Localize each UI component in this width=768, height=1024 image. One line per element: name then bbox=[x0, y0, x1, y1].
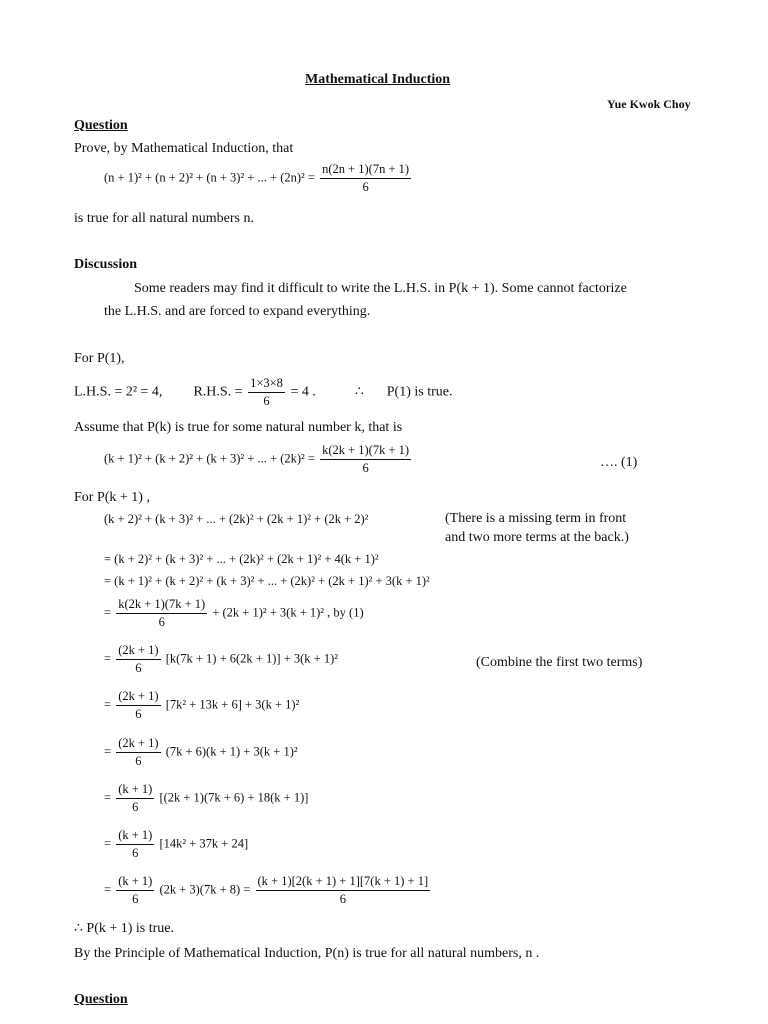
p1-lhs: L.H.S. = 2² = 4, bbox=[74, 384, 163, 400]
assume-formula-fraction bbox=[320, 443, 411, 476]
equals-sign: = bbox=[104, 882, 112, 897]
step-7-denominator: 6 bbox=[135, 754, 142, 768]
step-10-middle: (2k + 3)(7k + 8) = bbox=[159, 882, 251, 897]
step-8 bbox=[104, 782, 308, 815]
document-title: Mathematical Induction bbox=[305, 72, 451, 87]
equals-sign: = bbox=[104, 605, 112, 620]
p1-rhs-label: R.H.S. = bbox=[193, 384, 243, 400]
step-10-fraction bbox=[116, 874, 154, 907]
main-formula-numerator: n(2n + 1)(7n + 1) bbox=[320, 162, 411, 179]
true-statement: is true for all natural numbers n. bbox=[74, 211, 255, 226]
note-combine: (Combine the first two terms) bbox=[476, 655, 643, 670]
step-6-denominator: 6 bbox=[135, 707, 142, 721]
step-5-rest: [k(7k + 1) + 6(2k + 1)] + 3(k + 1)² bbox=[165, 651, 338, 666]
step-4-numerator: k(2k + 1)(7k + 1) bbox=[116, 597, 207, 614]
assume-statement: Assume that P(k) is true for some natural number k, that is bbox=[74, 420, 403, 435]
step-10-denominator: 6 bbox=[132, 892, 139, 906]
pk1-conclusion: ∴ P(k + 1) is true. bbox=[74, 921, 175, 936]
step-9-denominator: 6 bbox=[132, 846, 139, 860]
main-formula-lhs: (n + 1)² + (n + 2)² + (n + 3)² + ... + (2n)² = bbox=[104, 170, 315, 185]
step-8-denominator: 6 bbox=[132, 800, 139, 814]
author-name: Yue Kwok Choy bbox=[607, 97, 691, 111]
step-7-fraction bbox=[116, 736, 160, 769]
equals-sign: = bbox=[104, 651, 112, 666]
step-7 bbox=[104, 736, 298, 769]
step-4 bbox=[104, 597, 364, 630]
step-7-rest: (7k + 6)(k + 1) + 3(k + 1)² bbox=[165, 744, 298, 759]
step-6-rest: [7k² + 13k + 6] + 3(k + 1)² bbox=[165, 697, 300, 712]
note-more-terms: and two more terms at the back.) bbox=[445, 530, 629, 545]
step-6-fraction bbox=[116, 689, 160, 722]
for-p1-label: For P(1), bbox=[74, 351, 125, 366]
step-9 bbox=[104, 828, 248, 861]
equals-sign: = bbox=[104, 836, 112, 851]
discussion-text-1: Some readers may find it difficult to write the L.H.S. in P(k + 1). Some cannot factorize bbox=[134, 281, 627, 296]
step-8-fraction bbox=[116, 782, 154, 815]
step-10-final-denominator: 6 bbox=[339, 892, 346, 906]
discussion-text-2: the L.H.S. and are forced to expand everything. bbox=[104, 304, 371, 319]
prove-statement: Prove, by Mathematical Induction, that bbox=[74, 141, 294, 156]
p1-rhs-numerator: 1×3×8 bbox=[248, 376, 285, 393]
therefore-symbol: ∴ bbox=[354, 384, 364, 400]
step-10 bbox=[104, 874, 432, 907]
step-5-numerator: (2k + 1) bbox=[116, 643, 160, 660]
main-formula-denominator: 6 bbox=[362, 180, 369, 194]
p1-conclusion: P(1) is true. bbox=[386, 384, 453, 400]
question-heading: Question bbox=[74, 118, 128, 133]
step-8-rest: [(2k + 1)(7k + 6) + 18(k + 1)] bbox=[159, 790, 309, 805]
assume-formula-lhs: (k + 1)² + (k + 2)² + (k + 3)² + ... + (2k)² = bbox=[104, 451, 315, 466]
step-8-numerator: (k + 1) bbox=[116, 782, 154, 799]
p1-line bbox=[74, 376, 452, 409]
step-4-denominator: 6 bbox=[158, 615, 165, 629]
principle-statement: By the Principle of Mathematical Induction, P(n) is true for all natural numbers, n . bbox=[74, 946, 540, 961]
equals-sign: = bbox=[104, 697, 112, 712]
p1-rhs-value: = 4 . bbox=[290, 384, 316, 400]
step-7-numerator: (2k + 1) bbox=[116, 736, 160, 753]
step-5-fraction bbox=[116, 643, 160, 676]
step-9-numerator: (k + 1) bbox=[116, 828, 154, 845]
step-9-fraction bbox=[116, 828, 154, 861]
question-heading-2: Question bbox=[74, 992, 128, 1007]
step-9-rest: [14k² + 37k + 24] bbox=[159, 836, 249, 851]
step-10-final-numerator: (k + 1)[2(k + 1) + 1][7(k + 1) + 1] bbox=[256, 874, 431, 891]
discussion-heading: Discussion bbox=[74, 257, 138, 272]
step-6 bbox=[104, 689, 299, 722]
step-10-final-fraction bbox=[256, 874, 431, 907]
step-5 bbox=[104, 643, 338, 676]
step-4-fraction bbox=[116, 597, 207, 630]
for-pk1-label: For P(k + 1) , bbox=[74, 490, 150, 505]
step-6-numerator: (2k + 1) bbox=[116, 689, 160, 706]
equals-sign: = bbox=[104, 744, 112, 759]
step-5-denominator: 6 bbox=[135, 661, 142, 675]
equation-tag-1: …. (1) bbox=[600, 455, 638, 470]
assume-formula-denominator: 6 bbox=[362, 461, 369, 475]
assume-formula bbox=[104, 443, 413, 476]
equals-sign: = bbox=[104, 790, 112, 805]
step-1: (k + 2)² + (k + 3)² + ... + (2k)² + (2k + 1)² + (2k + 2)² bbox=[104, 512, 369, 526]
step-3: = (k + 1)² + (k + 2)² + (k + 3)² + ... + (2k)² + (2k + 1)² + 3(k + 1)² bbox=[104, 574, 430, 588]
main-formula-fraction bbox=[320, 162, 411, 195]
p1-rhs-denominator: 6 bbox=[263, 394, 270, 408]
step-10-numerator: (k + 1) bbox=[116, 874, 154, 891]
p1-rhs-fraction bbox=[248, 376, 285, 409]
step-4-rest: + (2k + 1)² + 3(k + 1)² , by (1) bbox=[212, 605, 364, 620]
step-2: = (k + 2)² + (k + 3)² + ... + (2k)² + (2k + 1)² + 4(k + 1)² bbox=[104, 552, 379, 566]
note-missing-term: (There is a missing term in front bbox=[445, 511, 627, 526]
main-formula bbox=[104, 162, 413, 195]
assume-formula-numerator: k(2k + 1)(7k + 1) bbox=[320, 443, 411, 460]
